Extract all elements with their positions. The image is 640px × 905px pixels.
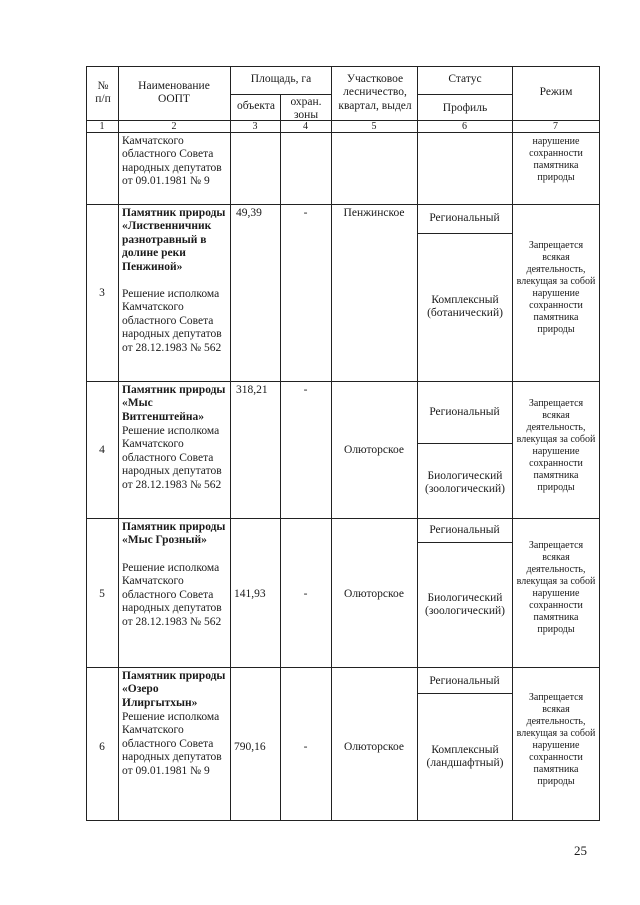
row-name-text: Решение исполкома Камчатского областного Совета народных депутатов от 28.12.1983 № 562 xyxy=(122,288,222,354)
row-number: 4 xyxy=(99,444,105,456)
row-status: Региональный xyxy=(429,212,500,224)
page-number: 25 xyxy=(574,843,587,858)
header-profile: Профиль xyxy=(442,102,488,114)
col-number: 5 xyxy=(371,121,377,132)
row-name-title: Памятник природы «Мыс Витгенштейна» xyxy=(122,384,226,423)
row-area-object: 790,16 xyxy=(234,741,266,753)
col-number: 7 xyxy=(553,121,558,132)
row-profile: Биологический (зоологический) xyxy=(424,592,506,618)
row-regime: Запрещается всякая деятельность, влекущая за собой нарушение сохранности памятника природы xyxy=(516,398,596,493)
row-area-zone: - xyxy=(303,384,308,396)
row-forestry: Олюторское xyxy=(344,444,404,456)
col-line xyxy=(599,66,600,821)
row-name-text: Камчатского областного Совета народных депутатов от 09.01.1981 № 9 xyxy=(122,135,222,188)
col-number: 6 xyxy=(462,121,467,132)
status-header-divider xyxy=(417,94,512,95)
row-name-text: Решение исполкома Камчатского областного Совета народных депутатов от 28.12.1983 № 562 xyxy=(122,562,222,628)
header-area: Площадь, га xyxy=(250,73,312,85)
row-regime: Запрещается всякая деятельность, влекущая за собой нарушение сохранности памятника природы xyxy=(516,540,596,635)
row-profile: Комплексный (ландшафтный) xyxy=(426,744,504,770)
row-profile: Биологический (зоологический) xyxy=(424,470,506,496)
row-number: 6 xyxy=(99,741,105,753)
header-forestry: Участковое лесничество, квартал, выдел xyxy=(338,73,412,112)
col-line xyxy=(118,66,119,821)
row-profile: Комплексный (ботанический) xyxy=(427,294,503,320)
col-number: 3 xyxy=(252,121,258,132)
col-number: 4 xyxy=(303,121,308,132)
header-regime: Режим xyxy=(539,86,573,98)
row-name-title: Памятник природы «Озеро Илиргытхын» xyxy=(122,670,226,709)
col-line xyxy=(417,66,418,821)
row-number: 3 xyxy=(99,287,105,299)
oopt-table xyxy=(86,66,600,821)
row-regime: нарушение сохранности памятника природы xyxy=(529,136,583,183)
col-line xyxy=(230,66,231,821)
table-border-bottom xyxy=(86,820,600,821)
row-number: 5 xyxy=(99,588,105,600)
status-divider xyxy=(417,693,512,694)
header-num: № п/п xyxy=(95,80,111,106)
row-area-zone: - xyxy=(303,207,308,219)
row-forestry: Олюторское xyxy=(344,741,404,753)
status-divider xyxy=(417,443,512,444)
col-line xyxy=(280,94,281,821)
row-divider xyxy=(86,518,600,519)
row-area-object: 49,39 xyxy=(236,207,262,219)
row-regime: Запрещается всякая деятельность, влекущая за собой нарушение сохранности памятника природы xyxy=(516,240,596,335)
row-area-object: 141,93 xyxy=(234,588,266,600)
row-status: Региональный xyxy=(429,524,500,536)
row-divider xyxy=(86,381,600,382)
col-number: 1 xyxy=(99,121,105,132)
row-name-title: Памятник природы «Лиственничник разнотравный в долине реки Пенжиной» xyxy=(122,207,226,273)
row-name-text: Решение исполкома Камчатского областного Совета народных депутатов от 09.01.1981 № 9 xyxy=(122,711,222,777)
row-area-zone: - xyxy=(303,741,308,753)
header-status: Статус xyxy=(448,73,482,85)
row-forestry: Олюторское xyxy=(344,588,404,600)
col-number: 2 xyxy=(171,121,177,132)
row-name-text: Решение исполкома Камчатского областного Совета народных депутатов от 28.12.1983 № 562 xyxy=(122,425,222,491)
row-area-zone: - xyxy=(303,588,308,600)
header-area-object: объекта xyxy=(236,100,276,112)
header-area-zone: охран. зоны xyxy=(290,96,322,122)
header-name: Наименование ООПТ xyxy=(138,80,210,106)
row-forestry: Пенжинское xyxy=(343,207,405,219)
table-border-top xyxy=(86,66,600,67)
row-divider xyxy=(86,204,600,205)
status-divider xyxy=(417,233,512,234)
status-divider xyxy=(417,542,512,543)
row-status: Региональный xyxy=(429,675,500,687)
col-line xyxy=(512,66,513,821)
row-status: Региональный xyxy=(429,406,500,418)
row-name-title: Памятник природы «Мыс Грозный» xyxy=(122,521,226,547)
row-regime: Запрещается всякая деятельность, влекущая за собой нарушение сохранности памятника природы xyxy=(516,692,596,787)
row-divider xyxy=(86,667,600,668)
row-area-object: 318,21 xyxy=(236,384,268,396)
